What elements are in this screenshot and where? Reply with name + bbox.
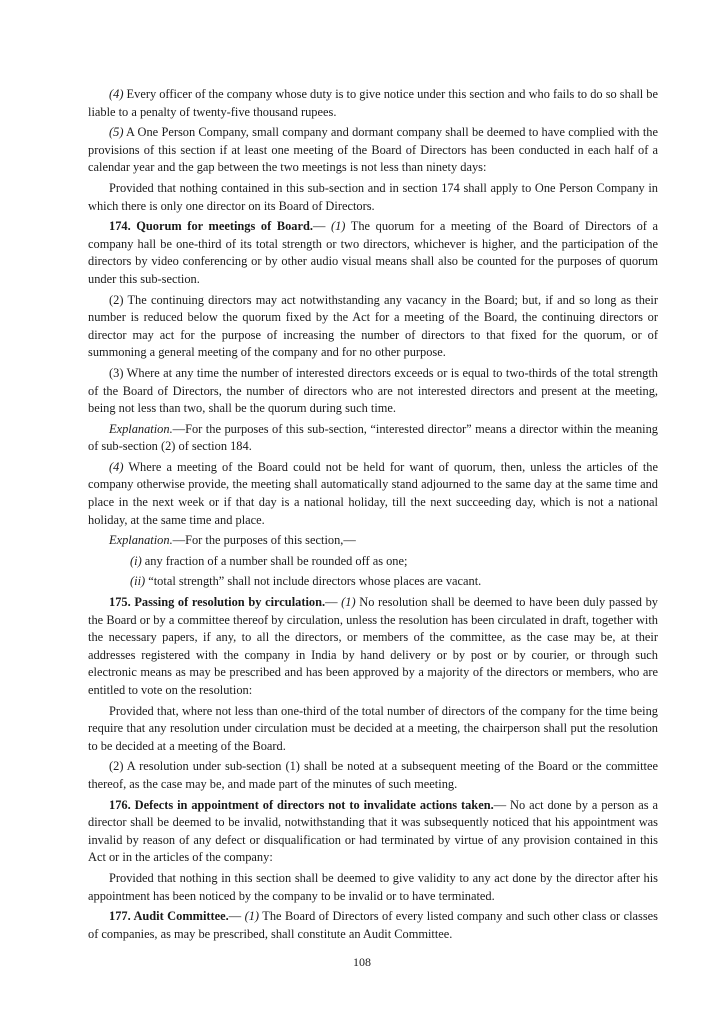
subsection-number: (2) bbox=[109, 759, 124, 774]
proviso-176 bbox=[88, 870, 658, 905]
paragraph-text: Every officer of the company whose duty is to give notice under this section and who fails to do so shall be liable to a penalty of twenty-five thousand rupees. bbox=[88, 87, 658, 119]
paragraph-text: any fraction of a number shall be rounded off as one; bbox=[141, 553, 408, 568]
paragraph-173-5 bbox=[88, 124, 658, 177]
clause-number: (ii) bbox=[130, 574, 146, 589]
section-177: 177. Audit Committee.— (1) The Board of Directors of every listed company and such other class or classes of companies, as may be prescribed, shall constitute an Audit Committee. bbox=[88, 909, 658, 941]
paragraph-text: Provided that nothing contained in this sub-section and in section 174 shall apply to One Person Company in which there is only one director on its Board of Directors. bbox=[88, 180, 658, 213]
page-number: 108 bbox=[353, 955, 371, 969]
subsection-number: (1) bbox=[341, 595, 356, 610]
subsection-number: (4) bbox=[109, 87, 124, 101]
proviso-173 bbox=[88, 180, 658, 215]
paragraph-text: No resolution shall be deemed to have been duly passed by the Board or by a committee thereof by circulation, unless the resolution has been circulated in draft, together with the necessary papers, if any, to all the directors, or members of the committee, as the case may be, at their addresses registered with the company in India by hand delivery or by post or by courier, or through such electronic means as may be prescribed and has been approved by a majority of the directors or members, who are entitled to vote on the resolution: bbox=[88, 595, 658, 697]
subsection-number: (2) bbox=[109, 292, 124, 307]
subsection-number: (1) bbox=[244, 909, 260, 924]
subsection-number: (4) bbox=[109, 459, 124, 474]
section-174: 174. Quorum for meetings of Board.— (1) The quorum for a meeting of the Board of Directors of a company hall be one-third of its total strength or two directors, whichever is higher, and the participation of the directors by video conferencing or by other audio visual means shall also be counted for the purposes of quorum under this sub-section. bbox=[88, 219, 659, 286]
clause-174-ii bbox=[88, 573, 658, 591]
paragraph-174-4 bbox=[88, 459, 658, 529]
proviso-175 bbox=[88, 703, 658, 756]
clause-number: (i) bbox=[130, 553, 142, 568]
subsection-number: (1) bbox=[330, 219, 346, 234]
section-176: 176. Defects in appointment of directors not to invalidate actions taken.— No act done by a person as a director shall be deemed to be invalid, notwithstanding that it was subsequently noticed that his appointment was invalid by reason of any defect or disqualification or had terminated by virtue of any provision contained in this Act or in the articles of the company: bbox=[88, 797, 658, 865]
paragraph-text: Where a meeting of the Board could not be held for want of quorum, then, unless the articles of the company otherwise provide, the meeting shall automatically stand adjourned to the same day at the same time and place in the next week or if that day is a national holiday, till the next succeeding day, which is not a national holiday, at the same time and place. bbox=[88, 459, 658, 527]
paragraph-173-4 bbox=[88, 86, 658, 121]
section-heading: 177. Audit Committee. bbox=[109, 909, 229, 924]
paragraph-text: A One Person Company, small company and dormant company shall be deemed to have complied with the provisions of this section if at least one meeting of the Board of Directors has been conducted in each half of a calendar year and the gap between the two meetings is not less than ninety days: bbox=[88, 125, 658, 175]
section-175: 175. Passing of resolution by circulation.— (1) No resolution shall be deemed to have been duly passed by the Board or by a committee thereof by circulation, unless the resolution has been circulated in draft, together with the necessary papers, if any, to all the directors, or members of the committee, as the case may be, at their addresses registered with the company in India by hand delivery or by post or by courier, or through such electronic means as may be prescribed and has been approved by a majority of the directors or members, who are entitled to vote on the resolution: bbox=[88, 595, 658, 697]
explanation-174-3 bbox=[88, 421, 658, 456]
subsection-number: (5) bbox=[109, 125, 124, 140]
paragraph-text: Provided that nothing in this section shall be deemed to give validity to any act done by the director after his appointment has been noticed by the company to be invalid or to have terminated. bbox=[88, 870, 658, 903]
paragraph-text: —For the purposes of this sub-section, “interested director” means a director within the meaning of sub-section (2) of section 184. bbox=[88, 421, 658, 454]
paragraph-text: The Board of Directors of every listed company and such other class or classes of companies, as may be prescribed, shall constitute an Audit Committee. bbox=[88, 909, 658, 941]
clause-174-i bbox=[88, 553, 658, 571]
section-heading: 174. Quorum for meetings of Board. bbox=[109, 219, 313, 234]
paragraph-text: No act done by a person as a director shall be deemed to be invalid, notwithstanding that it was subsequently noticed that his appointment was invalid by reason of any defect or disqualification or had terminated by virtue of any provision contained in this Act or in the articles of the company: bbox=[88, 797, 658, 865]
paragraph-174-2 bbox=[88, 292, 658, 362]
paragraph-text: The quorum for a meeting of the Board of Directors of a company hall be one-third of its total strength or two directors, whichever is higher, and the participation of the directors by video conferencing or by other audio visual means shall also be counted for the purposes of quorum under this sub-section. bbox=[88, 219, 659, 286]
paragraph-175-2 bbox=[88, 758, 658, 793]
explanation-174 bbox=[88, 532, 658, 550]
subsection-number: (3) bbox=[109, 365, 124, 380]
section-heading: 176. Defects in appointment of directors not to invalidate actions taken. bbox=[109, 797, 494, 812]
paragraph-text: “total strength” shall not include directors whose places are vacant. bbox=[145, 574, 482, 589]
explanation-label: Explanation. bbox=[109, 421, 173, 436]
paragraph-text: A resolution under sub-section (1) shall be noted at a subsequent meeting of the Board or the committee thereof, as the case may be, and made part of the minutes of such meeting. bbox=[88, 759, 658, 791]
paragraph-text: Where at any time the number of interested directors exceeds or is equal to two-thirds of the total strength of the Board of Directors, the number of directors who are not interested directors and present at the meeting, being not less than two, shall be the quorum during such time. bbox=[88, 365, 658, 416]
document-body bbox=[88, 86, 658, 946]
paragraph-text: The continuing directors may act notwithstanding any vacancy in the Board; but, if and so long as their number is reduced below the quorum fixed by the Act for a meeting of the Board, the continuing directors or director may act for the purpose of increasing the number of directors to that fixed for the quorum, or of summoning a general meeting of the company and for no other purpose. bbox=[88, 292, 658, 360]
section-heading: 175. Passing of resolution by circulation. bbox=[109, 595, 326, 610]
paragraph-174-3 bbox=[88, 365, 658, 418]
paragraph-text: —For the purposes of this section,— bbox=[172, 533, 356, 548]
paragraph-text: Provided that, where not less than one-third of the total number of directors of the company for the time being require that any resolution under circulation must be decided at a meeting, the chairperson shall put the resolution to be decided at a meeting of the Board. bbox=[88, 703, 658, 753]
explanation-label: Explanation. bbox=[109, 533, 173, 548]
